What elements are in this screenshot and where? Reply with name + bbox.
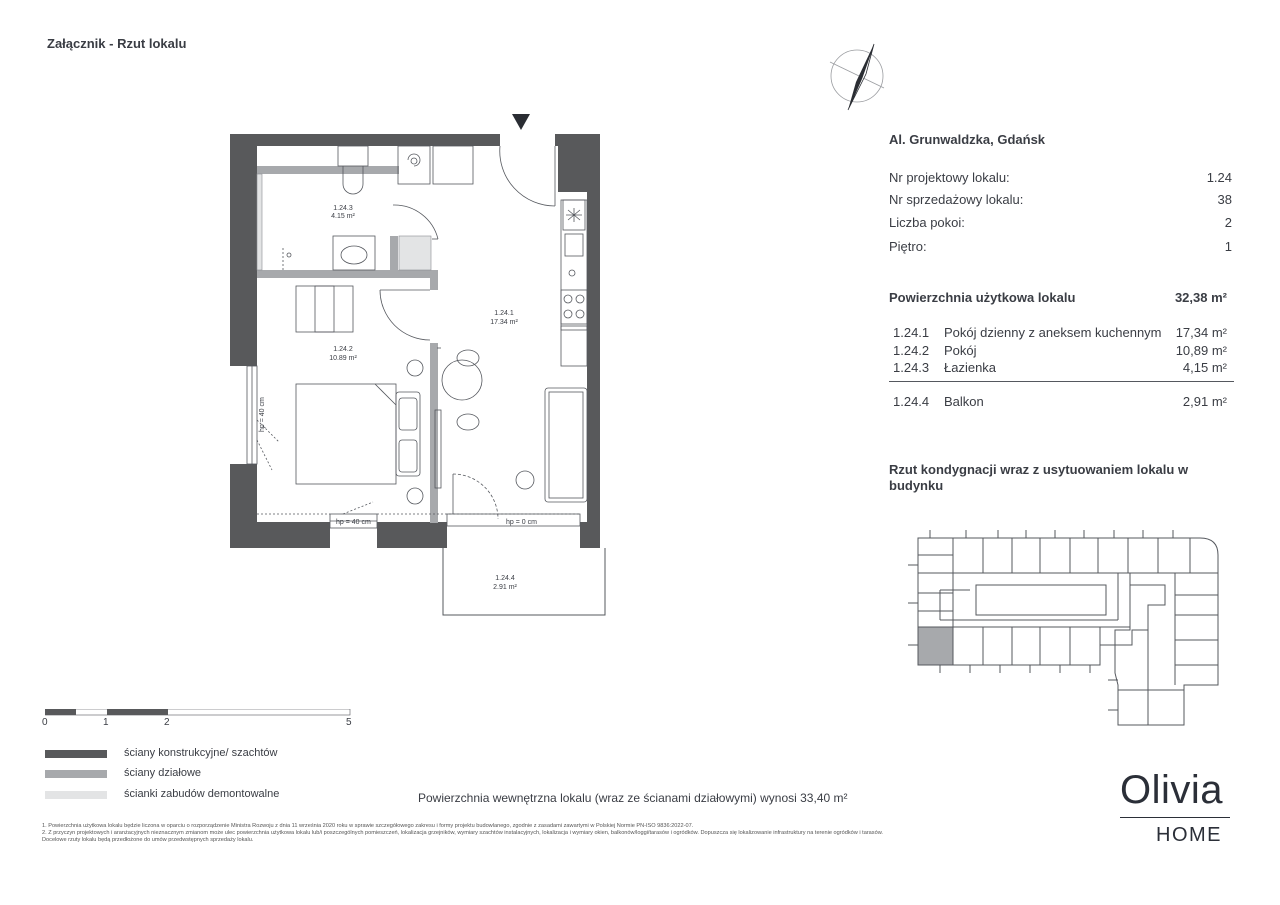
- legend-swatch-demountable: [45, 791, 107, 799]
- info-row: [889, 170, 1232, 185]
- north-arrow-icon: [826, 42, 892, 114]
- room-name: Łazienka: [944, 360, 997, 375]
- room-code-balcony: 1.24.4: [495, 575, 515, 582]
- hp-label-balcony: hp = 0 cm: [506, 519, 537, 526]
- room-area: 10,89 m²: [1175, 343, 1227, 358]
- address: Al. Grunwaldzka, Gdańsk: [889, 132, 1046, 147]
- room-name: Pokój dzienny z aneksem kuchennym: [944, 325, 1162, 340]
- scale-tick-label: 1: [103, 717, 109, 728]
- room-area: 17,34 m²: [1175, 325, 1227, 340]
- legend-swatch-structural: [45, 750, 107, 758]
- brand-divider: [1120, 817, 1230, 818]
- scale-tick-label: 2: [164, 717, 170, 728]
- scale-tick-label: 5: [346, 717, 352, 728]
- footnotes: [42, 823, 892, 844]
- hp-label-west: hp = 40 cm: [259, 397, 266, 432]
- room-code: 1.24.3: [893, 360, 930, 375]
- info-value: 2: [1224, 215, 1232, 230]
- info-row: [889, 215, 1232, 230]
- legend-label: ścianki zabudów demontowalne: [124, 788, 280, 800]
- scale-bar: [45, 709, 355, 717]
- page-title: Załącznik - Rzut lokalu: [47, 36, 187, 51]
- info-value: 1.24: [1206, 170, 1232, 185]
- hp-label-south: hp = 40 cm: [336, 519, 371, 526]
- info-label: Piętro:: [889, 239, 927, 254]
- usable-area-value: 32,38 m²: [1174, 290, 1227, 305]
- unit-highlight: [918, 627, 953, 665]
- usable-area-header: [889, 290, 1227, 305]
- room-code-bathroom: 1.24.3: [333, 205, 353, 212]
- building-key-plan: [900, 525, 1230, 745]
- room-code-living: 1.24.1: [494, 310, 514, 317]
- legend-label: ściany działowe: [124, 767, 202, 779]
- structural-walls: [230, 134, 600, 548]
- info-row: [889, 192, 1232, 207]
- room-code: 1.24.1: [893, 325, 930, 340]
- brand-sub: HOME: [1156, 824, 1222, 846]
- room-area-bedroom: 10.89 m²: [329, 355, 357, 362]
- legend-swatch-partition: [45, 770, 107, 778]
- info-label: Nr projektowy lokalu:: [889, 170, 1010, 185]
- footnote-1: 1. Powierzchnia użytkowa lokalu będzie liczona w oparciu o rozporządzenie Ministra Rozwoju z dnia 11 września 2020 roku w sprawie szczegółowego zakresu i formy projektu budowlanego, zgodnie z zasadami zawartymi w Polskiej Normie PN-ISO 9836:2022-07.: [42, 823, 694, 829]
- room-area-balcony: 2.91 m²: [493, 584, 517, 591]
- info-row: [889, 239, 1232, 254]
- room-area-living: 17.34 m²: [490, 319, 518, 326]
- room-area-bathroom: 4.15 m²: [331, 213, 355, 220]
- room-code-bedroom: 1.24.2: [333, 346, 353, 353]
- footnote-2: 2. Z przyczyn projektowych i aranżacyjnych nieznacznym zmianom może ulec powierzchnia użytkowa lokalu lub/i poszczególnych pomieszczeń, lokalizacja grzejników, wymiary szachtów instalacyjnych, lokalizacja i wymiary okien, balkonów/loggi/tarasów i ogródków. Dopuszcza się lokalizowanie infrastruktury na terenie ogródków i tarasów. Docelowe rzuty lokalu będą przedłożone do umów przedwstępnych sprzedaży lokalu.: [42, 830, 883, 843]
- info-label: Nr sprzedażowy lokalu:: [889, 192, 1024, 207]
- info-value: 38: [1217, 192, 1232, 207]
- info-label: Liczba pokoi:: [889, 215, 965, 230]
- scale-tick-label: 0: [42, 717, 48, 728]
- room-code: 1.24.2: [893, 343, 930, 358]
- usable-area-label: Powierzchnia użytkowa lokalu: [889, 290, 1076, 305]
- info-value: 1: [1224, 239, 1232, 254]
- room-name: Pokój: [944, 343, 977, 358]
- room-area: 4,15 m²: [1182, 360, 1227, 375]
- legend-label: ściany konstrukcyjne/ szachtów: [124, 747, 278, 759]
- floor-plan: [225, 110, 615, 620]
- building-plan-title: Rzut kondygnacji wraz z usytuowaniem lokalu w budynku: [889, 462, 1189, 493]
- balcony-code: 1.24.4: [893, 394, 930, 409]
- balcony-name: Balkon: [944, 394, 984, 409]
- brand-logo: Olivia: [1120, 768, 1224, 812]
- balcony-area: 2,91 m²: [1182, 394, 1227, 409]
- divider: [889, 381, 1234, 382]
- internal-area-note: Powierzchnia wewnętrzna lokalu (wraz ze ścianami działowymi) wynosi 33,40 m²: [418, 791, 848, 805]
